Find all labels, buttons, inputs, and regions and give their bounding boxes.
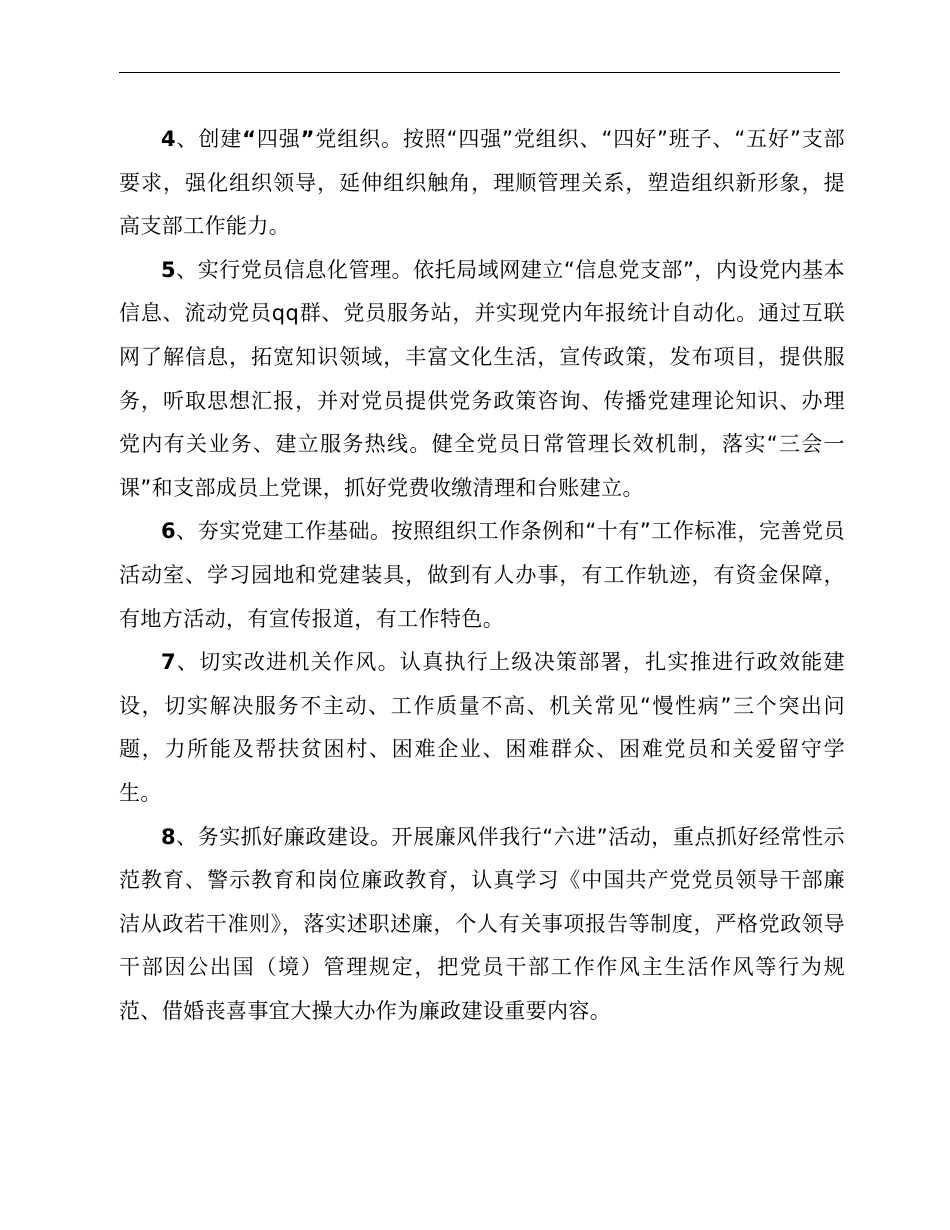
paragraph-text: 、切实改进机关作风。认真执行上级决策部署，扎实推进行政效能建设，切实解决服务不主动、工作质量不高、机关常见“慢性病”三个突出问题，力所能及帮扶贫困村、困难企业、困难群众、困难党员和关爱留守学生。 bbox=[119, 650, 845, 805]
item-number: 7 bbox=[161, 650, 177, 675]
item-number: 6 bbox=[161, 519, 177, 544]
header-rule bbox=[119, 72, 840, 73]
item-number: 5 bbox=[161, 257, 177, 282]
item-number: 8 bbox=[161, 824, 177, 849]
paragraph-5 bbox=[119, 249, 845, 511]
paragraph-6 bbox=[119, 510, 845, 641]
item-number: 4 bbox=[161, 127, 177, 151]
paragraph-text: 、夯实党建工作基础。按照组织工作条例和“十有”工作标准，完善党员活动室、学习园地和党建装具，做到有人办事，有工作轨迹，有资金保障，有地方活动，有宣传报道，有工作特色。 bbox=[119, 519, 845, 631]
item-sep: 、创建 bbox=[176, 127, 243, 151]
document-body bbox=[119, 118, 845, 1033]
bold-quote-open: “ bbox=[242, 127, 257, 151]
paragraph-text: 、务实抓好廉政建设。开展廉风伴我行“六进”活动，重点抓好经常性示范教育、警示教育和岗位廉政教育，认真学习《中国共产党党员领导干部廉洁从政若干准则》，落实述职述廉，个人有关事项报告等制度，严格党政领导干部因公出国（境）管理规定，把党员干部工作作风主生活作风等行为规范、借婚丧喜事宜大操大办作为廉政建设重要内容。 bbox=[119, 824, 845, 1023]
paragraph-text: 、实行党员信息化管理。依托局域网建立“信息党支部”，内设党内基本信息、流动党员qq群、党员服务站，并实现党内年报统计自动化。通过互联网了解信息，拓宽知识领域，丰富文化生活，宣传政策，发布项目，提供服务，听取思想汇报，并对党员提供党务政策咨询、传播党建理论知识、办理党内有关业务、建立服务热线。健全党员日常管理长效机制，落实“三会一课”和支部成员上党课，抓好党费收缴清理和台账建立。 bbox=[119, 257, 845, 500]
paragraph-7 bbox=[119, 641, 845, 815]
paragraph-8 bbox=[119, 816, 845, 1034]
paragraph-text: 党组织。按照“四强”党组织、“四好”班子、“五好”支部要求，强化组织领导，延伸组织触角，理顺管理关系，塑造组织新形象，提高支部工作能力。 bbox=[119, 127, 845, 239]
quoted-term: 四强 bbox=[256, 127, 301, 151]
bold-quote-close: ” bbox=[300, 127, 315, 151]
paragraph-4 bbox=[119, 118, 845, 249]
